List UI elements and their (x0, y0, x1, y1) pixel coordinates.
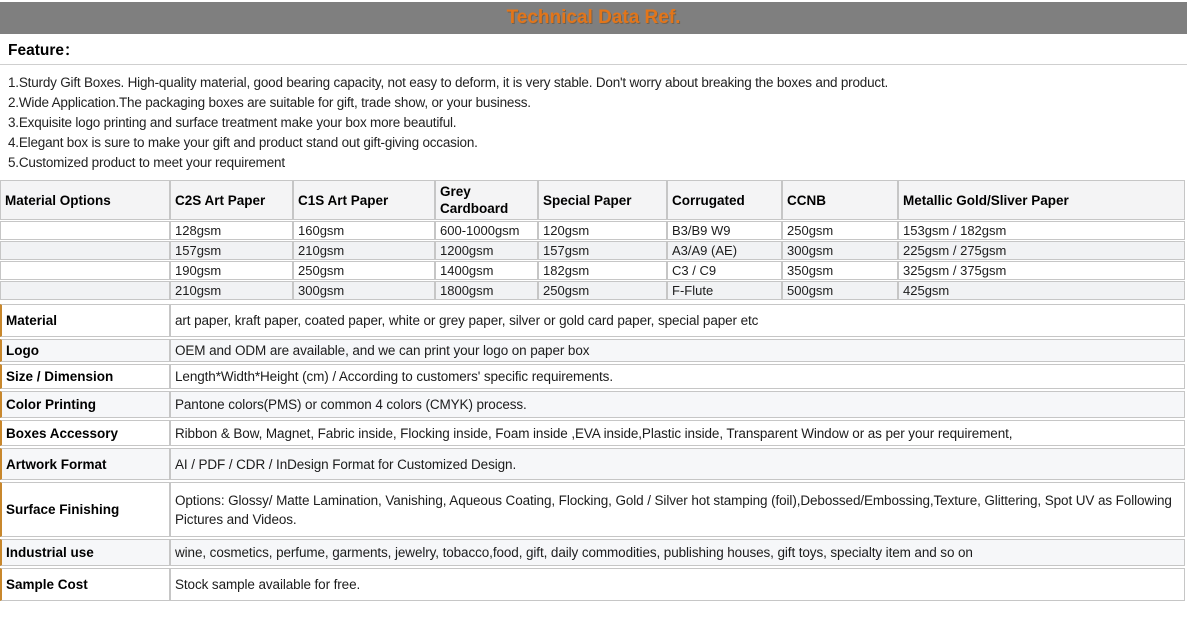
data-cell: 1200gsm (435, 241, 538, 260)
spec-label: Size / Dimension (0, 364, 170, 389)
spec-row-size-dimension (0, 364, 1185, 389)
spec-table (0, 302, 1185, 603)
spec-label: Sample Cost (0, 568, 170, 601)
spec-label: Surface Finishing (0, 482, 170, 537)
data-cell: 210gsm (293, 241, 435, 260)
data-cell: 425gsm (898, 281, 1185, 300)
data-cell: 250gsm (782, 221, 898, 240)
feature-heading (0, 34, 1187, 65)
data-cell: 500gsm (782, 281, 898, 300)
spec-label: Material (0, 304, 170, 337)
data-cell: 1800gsm (435, 281, 538, 300)
feature-item: 1.Sturdy Gift Boxes. High-quality material, good bearing capacity, not easy to deform, it is very stable. Don't worry about breaking the boxes and product. (8, 75, 889, 90)
data-cell (0, 221, 170, 240)
feature-heading-label: Feature： (8, 42, 80, 59)
data-cell: 153gsm / 182gsm (898, 221, 1185, 240)
data-cell (0, 281, 170, 300)
materials-row (0, 241, 1185, 260)
page-title: Technical Data Ref. (0, 2, 1187, 34)
data-cell: 182gsm (538, 261, 667, 280)
spec-value: wine, cosmetics, perfume, garments, jewelry, tobacco,food, gift, daily commodities, publishing houses, gift toys, specialty item and so on (170, 539, 1185, 566)
header-cell-grey-cardboard: Grey Cardboard (435, 180, 538, 220)
spec-label: Logo (0, 339, 170, 362)
header-cell-metallic-paper: Metallic Gold/Sliver Paper (898, 180, 1185, 220)
spec-row-sample-cost (0, 568, 1185, 601)
feature-item: 5.Customized product to meet your requirement (8, 155, 285, 170)
header-cell-c1s-art-paper: C1S Art Paper (293, 180, 435, 220)
data-cell: 300gsm (782, 241, 898, 260)
spec-row-logo (0, 339, 1185, 362)
materials-row (0, 281, 1185, 300)
header-cell-c2s-art-paper: C2S Art Paper (170, 180, 293, 220)
data-cell: F-Flute (667, 281, 782, 300)
data-cell: 190gsm (170, 261, 293, 280)
feature-item: 4.Elegant box is sure to make your gift and product stand out gift-giving occasion. (8, 135, 478, 150)
header-cell-special-paper: Special Paper (538, 180, 667, 220)
data-cell: 350gsm (782, 261, 898, 280)
data-cell: 250gsm (538, 281, 667, 300)
spec-row-color-printing (0, 391, 1185, 418)
feature-list (0, 65, 1187, 177)
spec-value: art paper, kraft paper, coated paper, white or grey paper, silver or gold card paper, special paper etc (170, 304, 1185, 337)
spec-row-surface-finishing (0, 482, 1185, 537)
data-cell: C3 / C9 (667, 261, 782, 280)
spec-label: Color Printing (0, 391, 170, 418)
spec-row-artwork-format (0, 448, 1185, 480)
data-cell (0, 241, 170, 260)
data-cell: A3/A9 (AE) (667, 241, 782, 260)
data-cell: 325gsm / 375gsm (898, 261, 1185, 280)
header-cell-ccnb: CCNB (782, 180, 898, 220)
feature-item: 2.Wide Application.The packaging boxes are suitable for gift, trade show, or your business. (8, 95, 531, 110)
data-cell: 210gsm (170, 281, 293, 300)
data-cell: 157gsm (170, 241, 293, 260)
feature-item: 3.Exquisite logo printing and surface treatment make your box more beautiful. (8, 115, 457, 130)
spec-value: Pantone colors(PMS) or common 4 colors (CMYK) process. (170, 391, 1185, 418)
spec-row-boxes-accessory (0, 420, 1185, 446)
spec-row-industrial-use (0, 539, 1185, 566)
data-cell: 225gsm / 275gsm (898, 241, 1185, 260)
spec-label: Industrial use (0, 539, 170, 566)
spec-row-material (0, 304, 1185, 337)
header-cell-material-options: Material Options (0, 180, 170, 220)
data-cell: 160gsm (293, 221, 435, 240)
spec-label: Boxes Accessory (0, 420, 170, 446)
data-cell: 250gsm (293, 261, 435, 280)
materials-row (0, 261, 1185, 280)
spec-value: Stock sample available for free. (170, 568, 1185, 601)
spec-label: Artwork Format (0, 448, 170, 480)
materials-row (0, 221, 1185, 240)
data-cell: 157gsm (538, 241, 667, 260)
materials-header-row (0, 180, 1185, 220)
spec-value: OEM and ODM are available, and we can print your logo on paper box (170, 339, 1185, 362)
materials-table (0, 179, 1185, 301)
data-cell: B3/B9 W9 (667, 221, 782, 240)
spec-value: Length*Width*Height (cm) / According to customers' specific requirements. (170, 364, 1185, 389)
spec-value: Options: Glossy/ Matte Lamination, Vanishing, Aqueous Coating, Flocking, Gold / Silver hot stamping (foil),Debossed/Embossing,Texture, Glittering, Spot UV as Following Pictures and Videos. (170, 482, 1185, 537)
spec-value: AI / PDF / CDR / InDesign Format for Customized Design. (170, 448, 1185, 480)
data-cell: 1400gsm (435, 261, 538, 280)
spec-value: Ribbon & Bow, Magnet, Fabric inside, Flocking inside, Foam inside ,EVA inside,Plastic inside, Transparent Window or as per your requirement, (170, 420, 1185, 446)
data-cell (0, 261, 170, 280)
data-cell: 600-1000gsm (435, 221, 538, 240)
header-cell-corrugated: Corrugated (667, 180, 782, 220)
data-cell: 120gsm (538, 221, 667, 240)
data-cell: 128gsm (170, 221, 293, 240)
data-cell: 300gsm (293, 281, 435, 300)
